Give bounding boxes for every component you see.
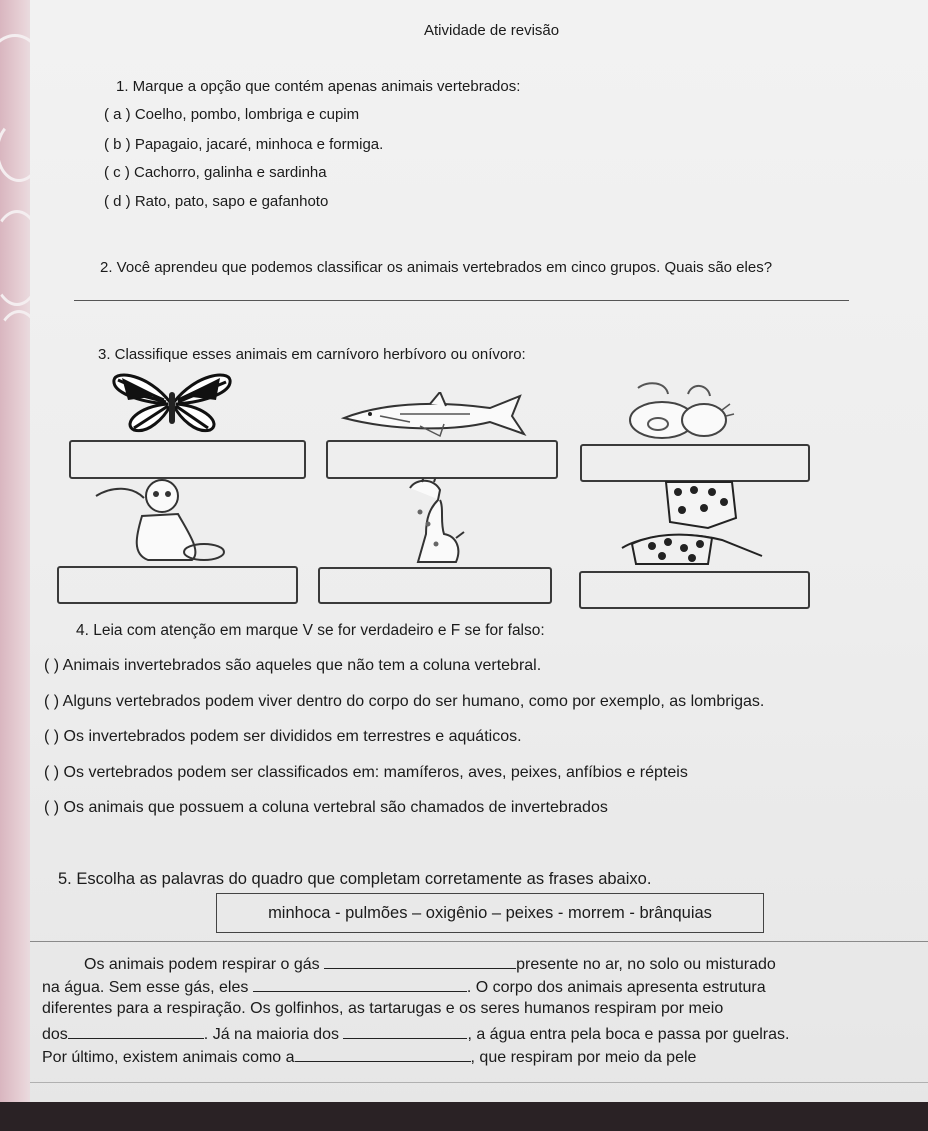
monkey-icon: [92, 476, 232, 564]
fill-text-line-5: Por último, existem animais como a , que respiram por meio da pele: [42, 1049, 697, 1066]
question-1-option-c[interactable]: ( c ) Cachorro, galinha e sardinha: [104, 164, 327, 181]
fill-text-line-1: Os animais podem respirar o gás presente no ar, no solo ou misturado: [84, 956, 776, 973]
page-title: Atividade de revisão: [424, 22, 560, 39]
jaguar-icon: [612, 478, 768, 568]
pig-icon: [618, 380, 738, 442]
question-2-prompt: 2. Você aprendeu que podemos classificar os animais vertebrados em cinco grupos. Quais são eles?: [100, 259, 773, 276]
divider: [30, 941, 928, 942]
blank-5[interactable]: [295, 1047, 471, 1062]
blank-4[interactable]: [343, 1024, 467, 1039]
question-4-prompt: 4. Leia com atenção em marque V se for verdadeiro e F se for falso:: [76, 622, 545, 639]
answer-box-monkey[interactable]: [57, 566, 298, 604]
question-4-item-1[interactable]: ( ) Animais invertebrados são aqueles que não tem a coluna vertebral.: [44, 657, 542, 674]
shark-icon: [340, 392, 530, 442]
giraffe-icon: [400, 478, 470, 564]
question-4-item-5[interactable]: ( ) Os animais que possuem a coluna vertebral são chamados de invertebrados: [44, 799, 608, 816]
question-1-option-d[interactable]: ( d ) Rato, pato, sapo e gafanhoto: [104, 193, 329, 210]
answer-box-jaguar[interactable]: [579, 571, 810, 609]
question-1-option-a[interactable]: ( a ) Coelho, pombo, lombriga e cupim: [104, 106, 360, 123]
question-4-item-2[interactable]: ( ) Alguns vertebrados podem viver dentro do corpo do ser humano, como por exemplo, as lombrigas.: [44, 693, 765, 710]
answer-box-butterfly[interactable]: [69, 440, 306, 479]
question-4-item-3[interactable]: ( ) Os invertebrados podem ser divididos em terrestres e aquáticos.: [44, 728, 522, 745]
question-3-prompt: 3. Classifique esses animais em carnívoro herbívoro ou onívoro:: [98, 346, 526, 363]
butterfly-icon: [108, 372, 236, 434]
fill-text-line-2: na água. Sem esse gás, eles . O corpo dos animais apresenta estrutura: [42, 979, 766, 996]
question-2-answer-line[interactable]: [74, 300, 849, 301]
word-bank: minhoca - pulmões – oxigênio – peixes - morrem - brânquias: [216, 893, 764, 933]
answer-box-pig[interactable]: [580, 444, 810, 482]
question-1-option-b[interactable]: ( b ) Papagaio, jacaré, minhoca e formiga.: [104, 136, 384, 153]
question-1-prompt: 1. Marque a opção que contém apenas animais vertebrados:: [116, 78, 521, 95]
blank-2[interactable]: [253, 977, 467, 992]
background-strip: [0, 1102, 928, 1131]
question-4-item-4[interactable]: ( ) Os vertebrados podem ser classificados em: mamíferos, aves, peixes, anfíbios e répteis: [44, 764, 688, 781]
fill-text-line-3: diferentes para a respiração. Os golfinhos, as tartarugas e os seres humanos respiram por meio: [42, 1000, 724, 1017]
bottom-rule: [30, 1082, 928, 1083]
question-5-prompt: 5. Escolha as palavras do quadro que completam corretamente as frases abaixo.: [58, 870, 652, 888]
blank-3[interactable]: [68, 1024, 204, 1039]
blank-1[interactable]: [324, 954, 516, 969]
answer-box-giraffe[interactable]: [318, 567, 552, 604]
answer-box-shark[interactable]: [326, 440, 558, 479]
fill-text-line-4: dos . Já na maioria dos , a água entra pela boca e passa por guelras.: [42, 1026, 790, 1043]
